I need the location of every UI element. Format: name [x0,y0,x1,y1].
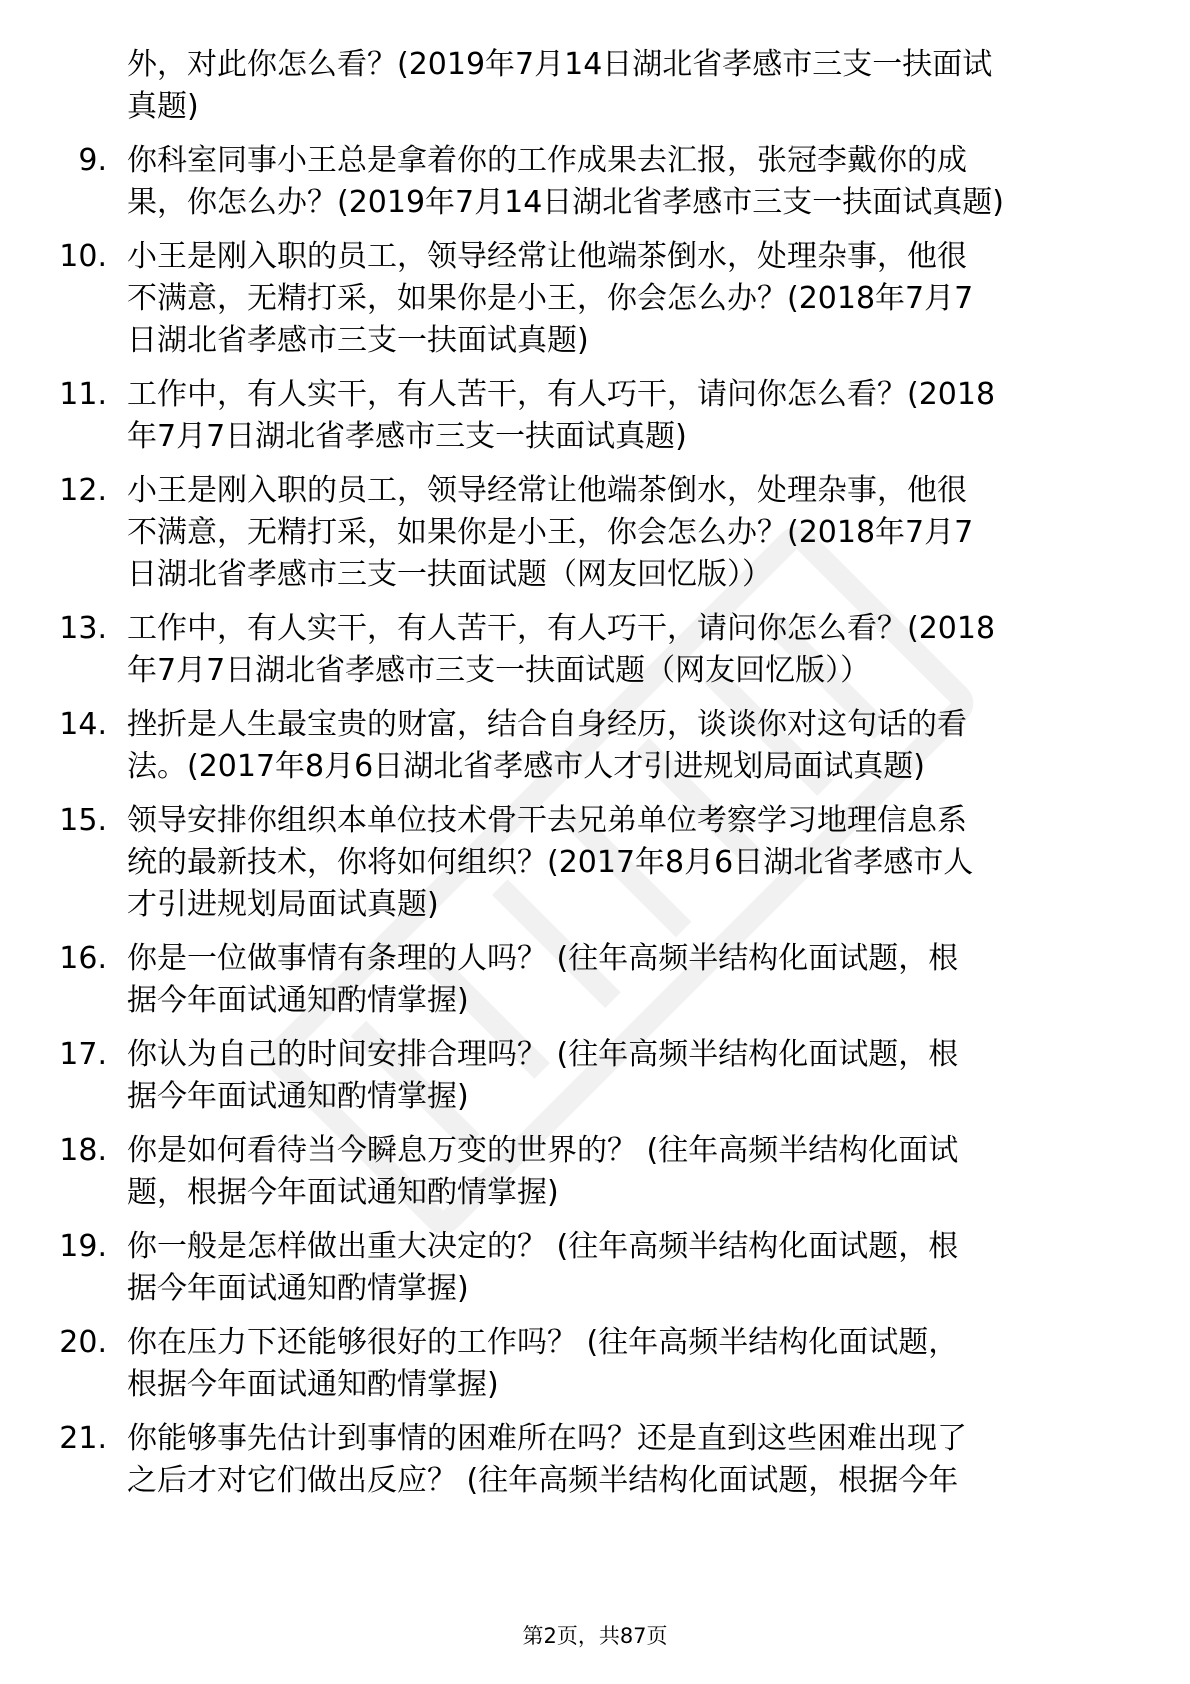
question-list [0,44,1190,1514]
question-item [0,374,1190,458]
question-text [127,800,1127,926]
question-number: 20. [59,1325,107,1360]
question-item [0,1130,1190,1214]
question-line: 年7月7日湖北省孝感市三支一扶面试真题) [127,419,687,454]
question-line: 据今年面试通知酌情掌握) [127,1271,469,1306]
question-line: 真题) [127,89,199,124]
question-line: 你是如何看待当今瞬息万变的世界的？ (往年高频半结构化面试 [127,1133,959,1168]
question-text [127,938,1127,1022]
question-line: 领导安排你组织本单位技术骨干去兄弟单位考察学习地理信息系 [127,803,967,838]
question-number: 18. [59,1133,107,1168]
question-item [0,140,1190,224]
question-line: 不满意，无精打采，如果你是小王，你会怎么办？(2018年7月7 [127,515,974,550]
question-line: 你认为自己的时间安排合理吗？ (往年高频半结构化面试题，根 [127,1037,959,1072]
question-line: 工作中，有人实干，有人苦干，有人巧干，请问你怎么看？(2018 [127,377,996,412]
question-text [127,374,1127,458]
question-number: 15. [59,803,107,838]
question-item [0,800,1190,926]
question-line: 题，根据今年面试通知酌情掌握) [127,1175,559,1210]
question-line: 你能够事先估计到事情的困难所在吗？还是直到这些困难出现了 [127,1421,967,1456]
question-text [127,1226,1127,1310]
question-text [127,470,1127,596]
question-line: 才引进规划局面试真题) [127,887,439,922]
question-number: 9. [78,143,107,178]
question-number: 21. [59,1421,107,1456]
question-item [0,44,1190,128]
page-number-footer: 第2页，共87页 [522,1624,668,1648]
question-line: 你一般是怎样做出重大决定的？ (往年高频半结构化面试题，根 [127,1229,959,1264]
question-text [127,44,1127,128]
question-text [127,140,1127,224]
question-number: 13. [59,611,107,646]
question-number: 11. [59,377,107,412]
question-number: 16. [59,941,107,976]
question-text [127,704,1127,788]
question-item [0,470,1190,596]
question-line: 根据今年面试通知酌情掌握) [127,1367,499,1402]
question-line: 不满意，无精打采，如果你是小王，你会怎么办？(2018年7月7 [127,281,974,316]
question-text [127,1418,1127,1502]
question-item [0,236,1190,362]
question-line: 日湖北省孝感市三支一扶面试题（网友回忆版）） [127,557,772,592]
question-text [127,1322,1127,1406]
question-line: 据今年面试通知酌情掌握) [127,1079,469,1114]
question-item [0,1034,1190,1118]
question-text [127,1130,1127,1214]
question-line: 之后才对它们做出反应？ (往年高频半结构化面试题，根据今年 [127,1463,959,1498]
question-line: 挫折是人生最宝贵的财富，结合自身经历，谈谈你对这句话的看 [127,707,967,742]
question-line: 你科室同事小王总是拿着你的工作成果去汇报，张冠李戴你的成 [127,143,967,178]
question-text [127,236,1127,362]
question-line: 外，对此你怎么看？(2019年7月14日湖北省孝感市三支一扶面试 [127,47,993,82]
question-line: 小王是刚入职的员工，领导经常让他端茶倒水，处理杂事，他很 [127,239,967,274]
question-line: 工作中，有人实干，有人苦干，有人巧干，请问你怎么看？(2018 [127,611,996,646]
question-line: 据今年面试通知酌情掌握) [127,983,469,1018]
question-number: 19. [59,1229,107,1264]
question-number: 12. [59,473,107,508]
question-item [0,1418,1190,1502]
question-item [0,1322,1190,1406]
question-item [0,608,1190,692]
question-text [127,608,1127,692]
question-number: 17. [59,1037,107,1072]
question-line: 你是一位做事情有条理的人吗？ (往年高频半结构化面试题，根 [127,941,959,976]
question-line: 果，你怎么办？(2019年7月14日湖北省孝感市三支一扶面试真题) [127,185,1005,220]
question-line: 法。(2017年8月6日湖北省孝感市人才引进规划局面试真题) [127,749,925,784]
question-line: 日湖北省孝感市三支一扶面试真题) [127,323,589,358]
question-line: 你在压力下还能够很好的工作吗？ (往年高频半结构化面试题， [127,1325,959,1360]
question-item [0,704,1190,788]
question-line: 小王是刚入职的员工，领导经常让他端茶倒水，处理杂事，他很 [127,473,967,508]
question-item [0,1226,1190,1310]
question-item [0,938,1190,1022]
question-number: 14. [59,707,107,742]
question-number: 10. [59,239,107,274]
question-text [127,1034,1127,1118]
question-line: 统的最新技术，你将如何组织？(2017年8月6日湖北省孝感市人 [127,845,974,880]
question-line: 年7月7日湖北省孝感市三支一扶面试题（网友回忆版）） [127,653,871,688]
